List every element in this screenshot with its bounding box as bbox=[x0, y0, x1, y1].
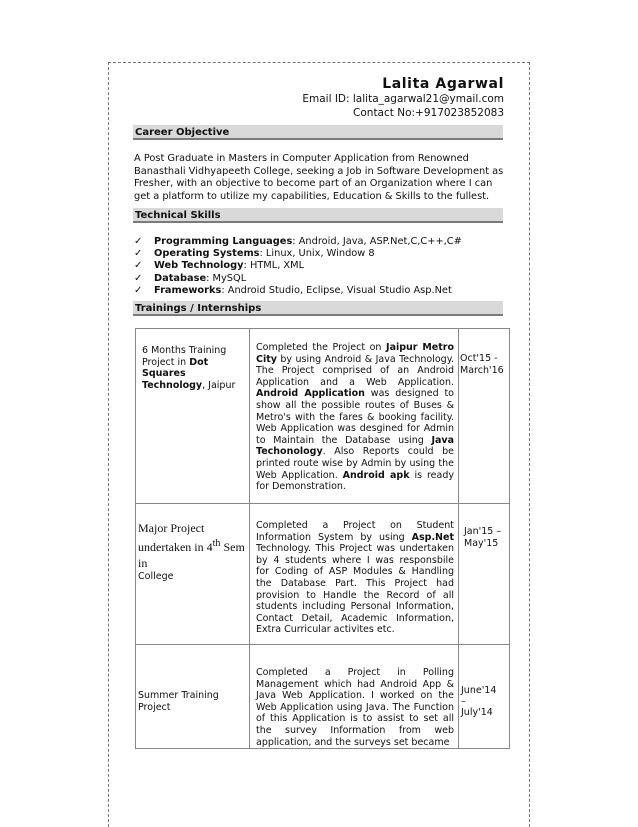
training-period-cell: Jan'15 – May'15 bbox=[459, 504, 510, 645]
email-line: Email ID: lalita_agarwal21@ymail.com bbox=[302, 93, 504, 105]
contact-line: Contact No:+917023852083 bbox=[353, 107, 504, 119]
training-title-cell: Major Project undertaken in 4th Sem in College bbox=[136, 504, 250, 645]
skills-list bbox=[134, 236, 506, 297]
trainings-heading: Trainings / Internships bbox=[133, 301, 503, 316]
skill-item: ✓ Frameworks: Android Studio, Eclipse, Visual Studio Asp.Net bbox=[134, 284, 452, 296]
skill-item: ✓ Operating Systems: Linux, Unix, Window 8 bbox=[134, 248, 375, 260]
training-period-cell: June'14 – July'14 bbox=[459, 645, 510, 749]
checkmark-icon: ✓ bbox=[134, 248, 143, 260]
skill-item: ✓ Database: MySQL bbox=[134, 272, 247, 284]
career-objective-heading: Career Objective bbox=[133, 125, 503, 140]
candidate-name: Lalita Agarwal bbox=[382, 76, 504, 92]
skill-item: ✓ Web Technology: HTML, XML bbox=[134, 260, 305, 272]
training-period-cell: Oct'15 - March'16 bbox=[459, 329, 510, 504]
technical-skills-heading: Technical Skills bbox=[133, 208, 503, 223]
skill-item: ✓ Programming Languages: Android, Java, ASP.Net,C,C++,C# bbox=[134, 236, 462, 247]
training-description-cell: Completed the Project on Jaipur Metro City by using Android & Java Technology. The Project comprised of an Android Application and a Web Application. Android Application was designed to show all the possible routes of Buses & Metro's with the fares & booking facility. Web Application was desgined for Admin to Maintain the Database using Java Techonology. Also Reports could be printed route wise by Admin by using the Web Application. Android apk is ready for Demonstration. bbox=[250, 329, 459, 504]
table-row bbox=[136, 645, 510, 749]
training-title-cell: Summer Training Project bbox=[136, 645, 250, 749]
checkmark-icon: ✓ bbox=[134, 236, 143, 247]
checkmark-icon: ✓ bbox=[134, 284, 143, 296]
training-title-cell: 6 Months Training Project in Dot Squares Technology, Jaipur bbox=[136, 329, 250, 504]
table-row bbox=[136, 504, 510, 645]
training-description-cell: Completed a Project on Student Information System by using Asp.Net Technology. This Project was undertaken by 4 students where I was responsbile for Coding of ASP Modules & Handling the Database Part. This Project had provision to Handle the Record of all students including Personal Information, Contact Detail, Academic Information, Extra Curricular activites etc. bbox=[250, 504, 459, 645]
checkmark-icon: ✓ bbox=[134, 260, 143, 272]
checkmark-icon: ✓ bbox=[134, 272, 143, 284]
training-description-cell: Completed a Project in Polling Management which had Android App & Java Web Application. I worked on the Web Application using Java. The Function of this Application is to assist to set all the survey Information from web application, and the surveys set became bbox=[250, 645, 459, 749]
table-row bbox=[136, 329, 510, 504]
career-objective-text: A Post Graduate in Masters in Computer Application from Renowned Banasthali Vidhyapeeth College, seeking a Job in Software Development as Fresher, with an objective to become part of an Organization where I can get a platform to utilize my capabilities, Education & Skills to the fullest. bbox=[134, 153, 504, 202]
trainings-table bbox=[135, 328, 510, 749]
